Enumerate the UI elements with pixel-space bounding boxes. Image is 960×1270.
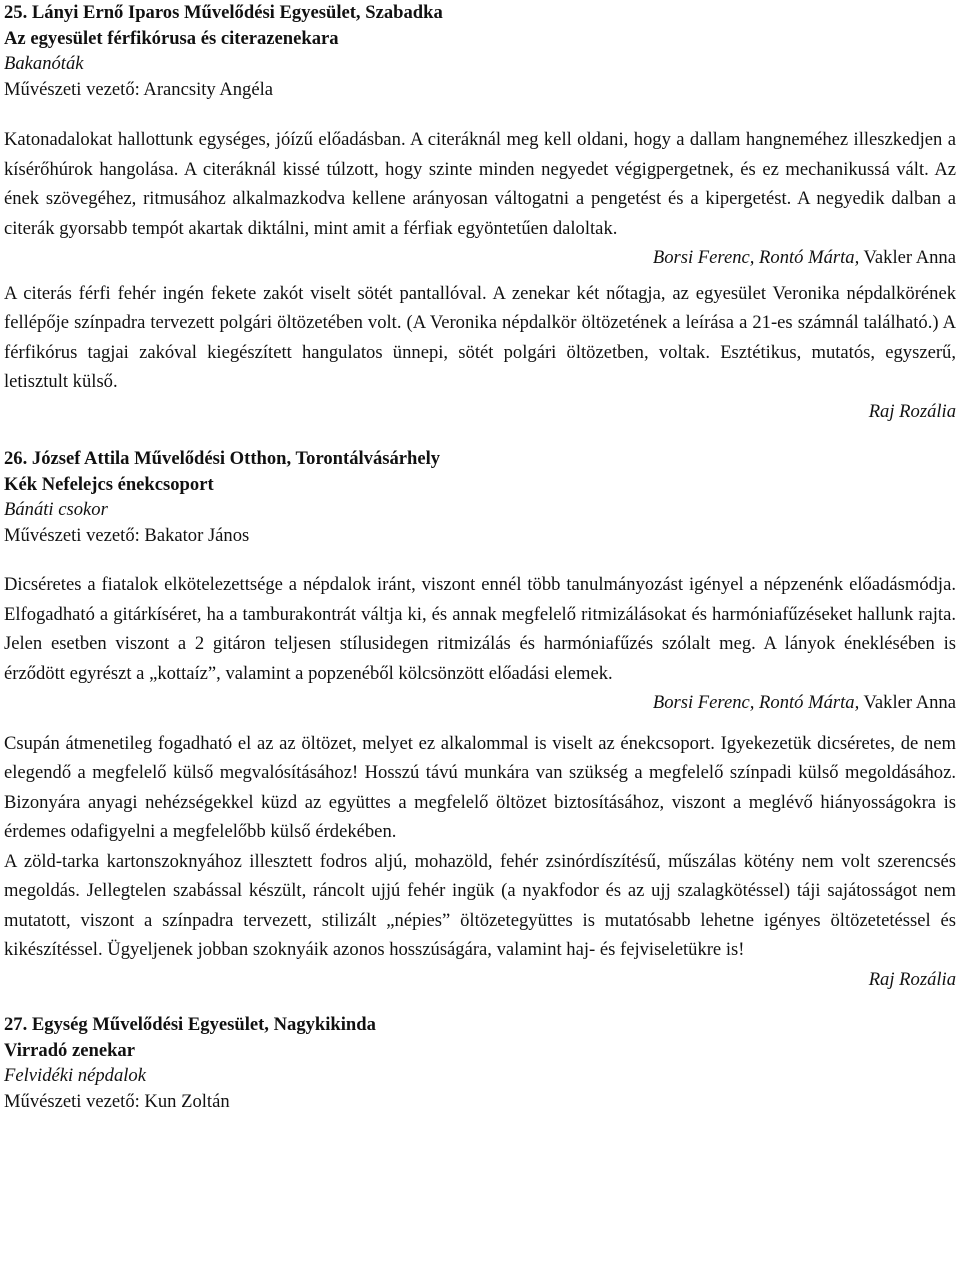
ensemble-name: Az egyesület férfikórusa és citerazenekara [4, 27, 339, 49]
director-line: Művészeti vezető: Bakator János [4, 524, 250, 546]
author-plain: Vakler Anna [859, 692, 956, 713]
review-paragraph: A zöld-tarka kartonszoknyához illesztett fodros aljú, mohazöld, fehér zsinórdíszítésű, műszálas kötény nem volt szerencsés megoldás. Jellegtelen szabással készült, ráncolt ujjú fehér ingük (a nyakfodor és az ujj szalagkötéssel) táji sajátosságot nem mutatott, viszont a színpadra tervezett, stilizált „népies” öltözetegyüttes is mutatósabb lehetne igényes öltözetetéssel és kikészítéssel. Ügyeljenek jobban szoknyáik azonos hosszúságára, valamint haj- és fejviseletükre is! [4, 850, 956, 960]
director-line: Művészeti vezető: Arancsity Angéla [4, 78, 274, 100]
section-title: 26. József Attila Művelődési Otthon, Torontálvásárhely [4, 448, 441, 469]
piece-title: Bakanóták [4, 53, 84, 74]
review-author [4, 965, 956, 995]
director-line: Művészeti vezető: Kun Zoltán [4, 1090, 230, 1112]
author-italic: Borsi Ferenc, Rontó Márta, [652, 692, 860, 713]
review-author [4, 243, 956, 273]
author-plain: Vakler Anna [859, 247, 956, 268]
author-italic: Raj Rozália [868, 400, 956, 422]
author-italic: Raj Rozália [868, 968, 956, 990]
section-25-header [4, 0, 956, 102]
section-title: 27. Egység Művelődési Egyesület, Nagykikinda [4, 1014, 376, 1035]
review-paragraph: A citerás férfi fehér ingén fekete zakót viselt sötét pantallóval. A zenekar két nőtagja, az egyesület Veronika népdalkörének fellépője színpadra tervezett polgári öltözetében volt. (A Veronika népdalkör öltözetének a leírása a 21-es számnál található.) A férfikórus tagjai zakóval kiegészített hangulatos ünnepi, sötét polgári öltözetben, voltak. Esztétikus, mutatós, egyszerű, letisztult külső. [4, 282, 956, 392]
ensemble-name: Kék Nefelejcs énekcsoport [4, 473, 214, 495]
review-paragraph: Katonadalokat hallottunk egységes, jóízű előadásban. A citeráknál meg kell oldani, hogy a dallam hangneméhez illeszkedjen a kísérőhúrok hangolása. A citeráknál kissé túlzott, hogy szinte minden negyedet végigpergetnek, és ez mechanikussá vált. Az ének szövegéhez, ritmusához alkalmazkodva kellene arányosan váltogatni a pengetést és a kipergetést. A negyedik dalban a citerák gyorsabb tempót akartak diktálni, mint amit a férfiak egyöntetűen daloltak. [4, 129, 956, 239]
piece-title: Felvidéki népdalok [4, 1065, 146, 1086]
ensemble-name: Virradó zenekar [4, 1039, 135, 1061]
section-title: 25. Lányi Ernő Iparos Művelődési Egyesület, Szabadka [4, 2, 443, 23]
author-italic: Borsi Ferenc, Rontó Márta, [652, 247, 860, 268]
section-27-header [4, 1012, 956, 1114]
review-author [4, 688, 956, 718]
review-paragraph: Dicséretes a fiatalok elkötelezettsége a népdalok iránt, viszont ennél több tanulmányozást igényel a népzenénk előadásmódja. Elfogadható a gitárkíséret, ha a tamburakontrát váltja ki, és annak megfelelő ritmizálásokat és harmóniafűzéseket hallunk rajta. Jelen esetben viszont a 2 gitáron teljesen stílusidegen ritmizálás és harmóniafűzés szólalt meg. A lányok éneklésében is érződött egyrészt a „kottaíz”, valamint a popzenéből kölcsönzött előadási elemek. [4, 574, 956, 684]
section-26-header [4, 446, 956, 548]
review-paragraph: Csupán átmenetileg fogadható el az az öltözet, melyet ez alkalommal is viselt az énekcsoport. Igyekezetük dicséretes, de nem elegendő a megfelelő külső megvalósításához! Hosszú távú munkára van szükség a megfelelő színpadi külső megoldásához. Bizonyára anyagi nehézségekkel küzd az együttes a megfelelő öltözet biztosításához, viszont a meglévő hiányosságokra is érdemes odafigyelni a megfelelőbb külső érdekében. [4, 732, 956, 842]
piece-title: Bánáti csokor [4, 499, 108, 520]
review-author [4, 397, 956, 427]
